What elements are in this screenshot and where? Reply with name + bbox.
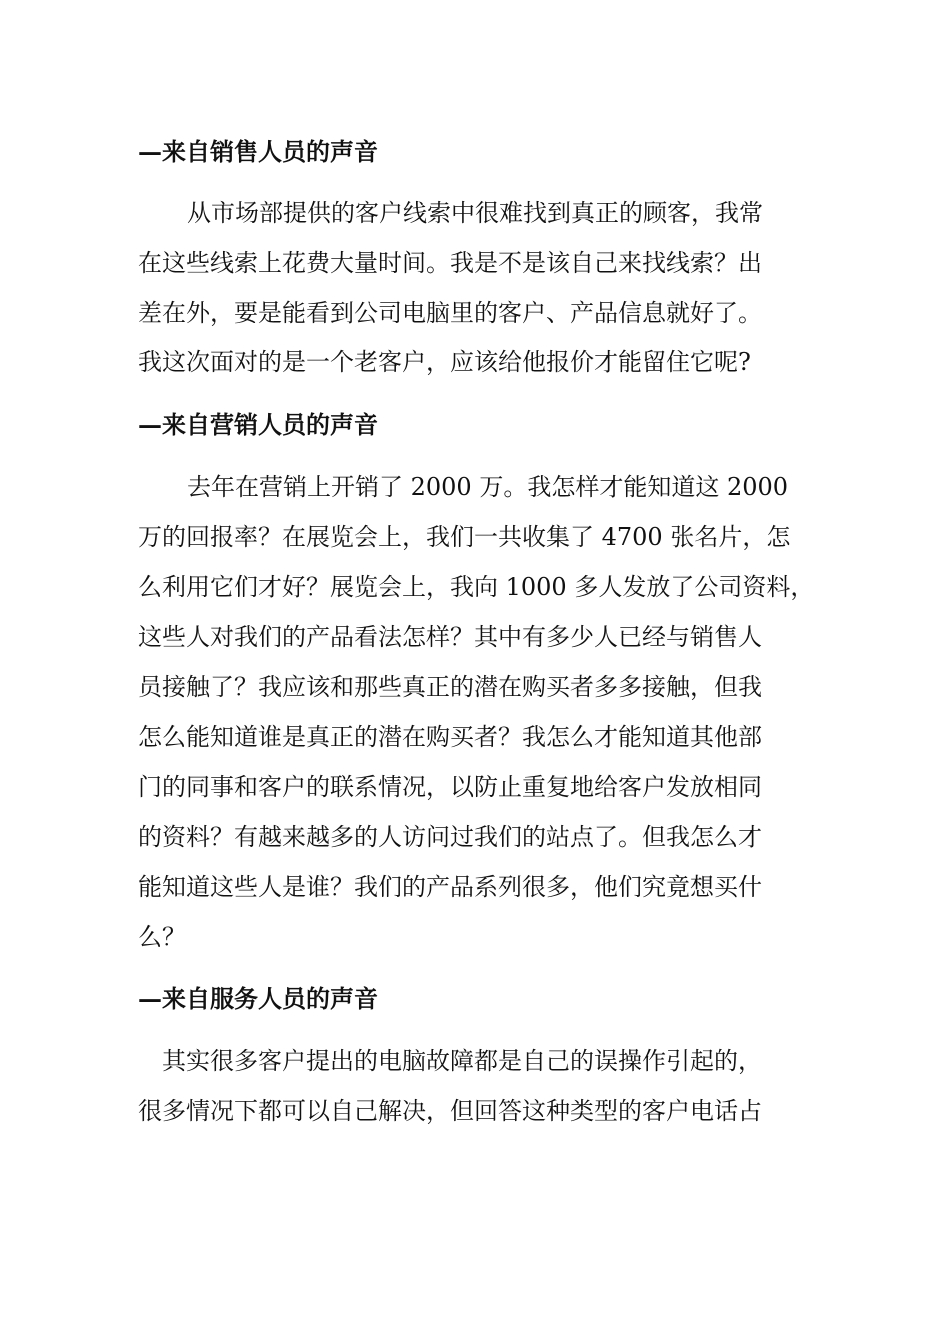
paragraph-line: 很多情况下都可以自己解决，但回答这种类型的客户电话占 xyxy=(138,1097,762,1125)
paragraph-line: 能知道这些人是谁？我们的产品系列很多，他们究竟想买什 xyxy=(138,873,762,901)
paragraph-line: 么？ xyxy=(138,923,186,951)
paragraph-line: 的资料？有越来越多的人访问过我们的站点了。但我怎么才 xyxy=(138,823,762,851)
paragraph-line: 在这些线索上花费大量时间。我是不是该自己来找线索？出 xyxy=(138,249,762,277)
paragraph-line: 去年在营销上开销了 2000 万。我怎样才能知道这 2000 xyxy=(187,473,789,501)
paragraph-line: 员接触了？我应该和那些真正的潜在购买者多多接触，但我 xyxy=(138,673,762,701)
paragraph-line: 怎么能知道谁是真正的潜在购买者？我怎么才能知道其他部 xyxy=(138,723,762,751)
section-heading-marketing: —来自营销人员的声音 xyxy=(138,410,378,439)
section-heading-sales: —来自销售人员的声音 xyxy=(138,137,378,166)
paragraph-line: 我这次面对的是一个老客户，应该给他报价才能留住它呢? xyxy=(138,348,751,376)
paragraph-line: 从市场部提供的客户线索中很难找到真正的顾客，我常 xyxy=(187,199,763,227)
paragraph-line: 门的同事和客户的联系情况，以防止重复地给客户发放相同 xyxy=(138,773,762,801)
paragraph-line: 这些人对我们的产品看法怎样？其中有多少人已经与销售人 xyxy=(138,623,762,651)
paragraph-line: 其实很多客户提出的电脑故障都是自己的误操作引起的， xyxy=(162,1047,762,1075)
paragraph-line: 么利用它们才好？展览会上，我向 1000 多人发放了公司资料， xyxy=(138,573,815,601)
paragraph-line: 差在外，要是能看到公司电脑里的客户、产品信息就好了。 xyxy=(138,299,762,327)
section-heading-service: —来自服务人员的声音 xyxy=(138,984,378,1013)
paragraph-line: 万的回报率？在展览会上，我们一共收集了 4700 张名片，怎 xyxy=(138,523,791,551)
